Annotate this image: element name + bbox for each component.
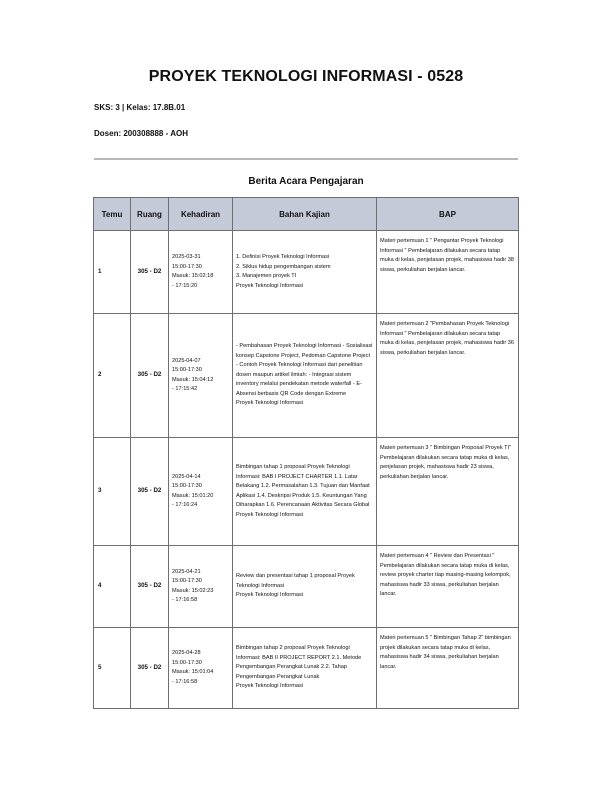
cell-ruang: 305 - D2: [131, 231, 169, 314]
cell-temu: 5: [94, 628, 131, 709]
cell-kehadiran: 2025-04-07 15:00-17:30 Masuk: 15:04:12 - 17:15:42: [169, 314, 233, 438]
header-ruang: Ruang: [131, 198, 169, 231]
cell-bap: Materi pertemuan 2 "Pembahasan Proyek Teknologi Informasi " Pembelajaran dilakukan secara tatap muka di kelas, penjelasan projek, mahasiswa hadir 36 siswa, perkuliahan berjalan lancar.: [377, 314, 519, 438]
cell-ruang: 305 - D2: [131, 628, 169, 709]
table-row: [94, 231, 519, 314]
header-kehadiran: Kehadiran: [169, 198, 233, 231]
cell-ruang: 305 - D2: [131, 314, 169, 438]
teaching-log-table: [93, 197, 519, 709]
cell-bahan-kajian: 1. Definisi Proyek Teknologi Informasi 2. Siklus hidup pengembangan sistem 3. Manajemen proyek TI Proyek Teknologi Informasi: [233, 231, 377, 314]
cell-bahan-kajian: - Pembahasan Proyek Teknologi Informasi - Sosialisasi konsep Capstone Project, Pedoman Capstone Project - Contoh Proyek Teknologi Informasi dari penelitian dosen maupun artikel ilmiah: - Integrasi sistem inventory melalui pendekatan metode waterfall - E-Absensi berbasis QR Code dengan Extreme Proyek Teknologi Informasi: [233, 314, 377, 438]
cell-temu: 3: [94, 438, 131, 546]
cell-kehadiran: 2025-04-21 15:00-17:30 Masuk: 15:02:23 - 17:16:58: [169, 546, 233, 628]
table-row: [94, 314, 519, 438]
table-row: [94, 628, 519, 709]
header-temu: Temu: [94, 198, 131, 231]
cell-bap: Materi pertemuan 1 " Pengantar Proyek Teknologi Informasi " Pembelajaran dilakukan secara tatap muka di kelas, penjelasan projek, mahasiswa hadir 38 siswa, perkuliahan berjalan lancar.: [377, 231, 519, 314]
cell-bap: Materi pertemuan 4 " Review dan Presentasi " Pembelajaran dilakukan secara tatap muka di kelas, review proyek charter tiap masing-masing kelompok, mahasiswa hadir 33 siswa, perkuliahan berjalan lancar.: [377, 546, 519, 628]
cell-kehadiran: 2025-04-14 15:00-17:30 Masuk: 15:01:20 - 17:16:24: [169, 438, 233, 546]
header-bap: BAP: [377, 198, 519, 231]
document-title: PROYEK TEKNOLOGI INFORMASI - 0528: [148, 68, 464, 85]
table-header-row: [94, 198, 519, 231]
sks-class-info: SKS: 3 | Kelas: 17.8B.01: [94, 103, 186, 112]
cell-kehadiran: 2025-04-28 15:00-17:30 Masuk: 15:01:04 - 17:16:58: [169, 628, 233, 709]
cell-bahan-kajian: Bimbingan tahap 2 proposal Proyek Teknologi Informasi: BAB II PROJECT REPORT 2.1. Metode Pengembangan Perangkat Lunak 2.2. Tahap Pengembangan Perangkat Lunak Proyek Teknologi Informasi: [233, 628, 377, 709]
cell-ruang: 305 - D2: [131, 438, 169, 546]
cell-kehadiran: 2025-03-31 15:00-17:30 Masuk: 15:02:18 - 17:15:20: [169, 231, 233, 314]
lecturer-info: Dosen: 200308888 - AOH: [94, 129, 188, 138]
table-row: [94, 438, 519, 546]
table-row: [94, 546, 519, 628]
cell-temu: 2: [94, 314, 131, 438]
cell-bahan-kajian: Bimbingan tahap 1 proposal Proyek Teknologi Informasi: BAB I PROJECT CHARTER 1.1. Latar Belakang 1.2. Permasalahan 1.3. Tujuan dan Manfaat Aplikasi 1.4. Deskripsi Produk 1.5. Keuntungan Yang Diharapkan 1.6. Perencanaan Aktivitas Secara Global Proyek Teknologi Informasi: [233, 438, 377, 546]
cell-temu: 1: [94, 231, 131, 314]
cell-bap: Materi pertemuan 5 " Bimbingan Tahap 2" bimbingan projek dilakukan secara tatap muka di kelas, mahasiswa hadir 34 siswa, perkuliahan berjalan lancar.: [377, 628, 519, 709]
cell-temu: 4: [94, 546, 131, 628]
cell-ruang: 305 - D2: [131, 546, 169, 628]
header-bahan-kajian: Bahan Kajian: [233, 198, 377, 231]
section-title: Berita Acara Pengajaran: [248, 176, 364, 187]
cell-bahan-kajian: Review dan presentasi tahap 1 proposal Proyek Teknologi Informasi Proyek Teknologi Informasi: [233, 546, 377, 628]
divider: [94, 158, 518, 160]
cell-bap: Materi pertemuan 3 " Bimbingan Proposal Proyek TI" Pembelajaran dilakukan secara tatap muka di kelas, penjelasan projek, mahasiswa hadir 23 siswa, perkuliahan berjalan lancar.: [377, 438, 519, 546]
